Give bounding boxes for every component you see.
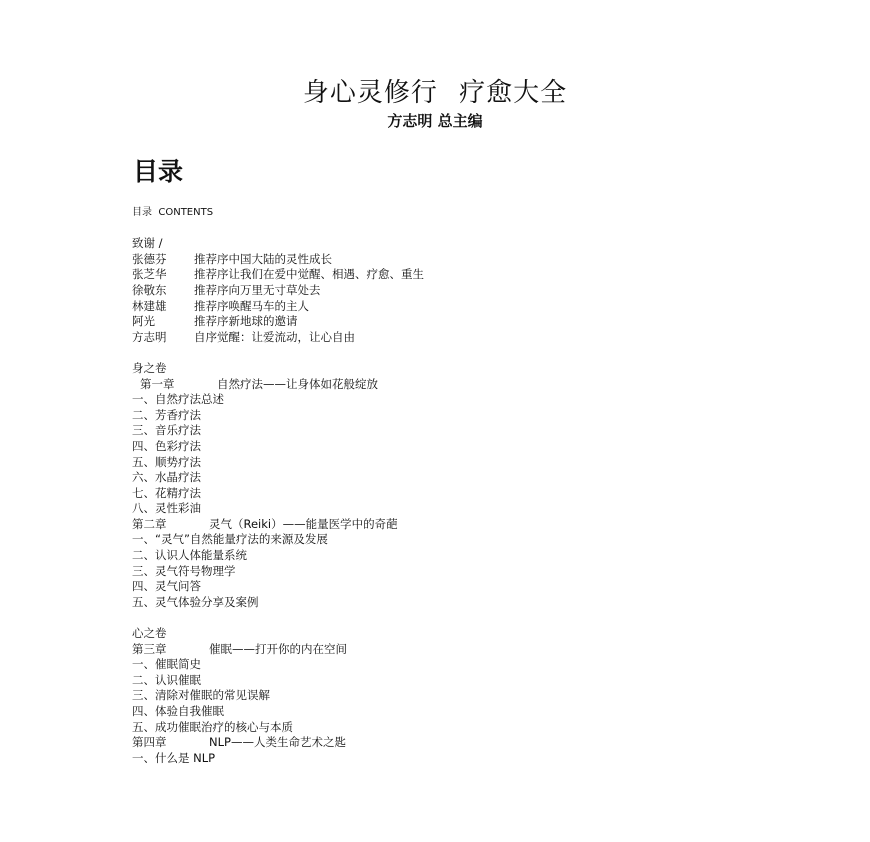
chapter-heading: 第一章 自然疗法——让身体如花般绽放 — [140, 376, 378, 391]
list-item: 五、灵气体验分享及案例 — [132, 594, 259, 609]
chapter-heading: 第三章 催眠——打开你的内在空间 — [132, 641, 347, 656]
list-item: 八、灵性彩油 — [132, 501, 201, 516]
list-item: 二、认识人体能量系统 — [132, 548, 247, 563]
table-of-contents — [132, 205, 772, 766]
front-entry: 张芝华 推荐序让我们在爱中觉醒、相遇、疗愈、重生 — [132, 267, 424, 282]
list-item: 三、清除对催眠的常见误解 — [132, 688, 270, 703]
list-item: 三、音乐疗法 — [132, 423, 201, 438]
list-item: 一、催眠简史 — [132, 657, 201, 672]
list-item: 二、认识催眠 — [132, 672, 201, 687]
chapter-heading: 第二章 灵气（Reiki）——能量医学中的奇葩 — [132, 516, 398, 531]
acknowledgement-label: 致谢 / — [132, 236, 163, 251]
list-item: 五、顺势疗法 — [132, 454, 201, 469]
list-item: 一、“灵气”自然能量疗法的来源及发展 — [132, 532, 328, 547]
list-item: 七、花精疗法 — [132, 485, 201, 500]
volume-label: 身之卷 — [132, 360, 167, 375]
list-item: 一、自然疗法总述 — [132, 392, 224, 407]
list-item: 五、成功催眠治疗的核心与本质 — [132, 719, 293, 734]
volume-label: 心之卷 — [132, 626, 167, 641]
front-entry: 徐敬东 推荐序向万里无寸草处去 — [132, 282, 321, 297]
list-item: 三、灵气符号物理学 — [132, 563, 236, 578]
list-item: 一、什么是 NLP — [132, 750, 216, 765]
front-entry: 林建雄 推荐序唤醒马车的主人 — [132, 298, 309, 313]
front-entry: 方志明 自序觉醒：让爱流动，让心自由 — [132, 329, 355, 344]
list-item: 二、芳香疗法 — [132, 407, 201, 422]
list-item: 六、水晶疗法 — [132, 470, 201, 485]
book-title: 身心灵修行 疗愈大全 — [302, 78, 568, 108]
toc-heading: 目录 — [133, 157, 184, 186]
contents-line: 目录 CONTENTS — [132, 207, 214, 218]
editor-line: 方志明 总主编 — [387, 112, 483, 130]
list-item: 四、色彩疗法 — [132, 438, 201, 453]
list-item: 四、体验自我催眠 — [132, 704, 224, 718]
front-entry: 张德芬 推荐序中国大陆的灵性成长 — [132, 251, 332, 266]
front-entry: 阿光 推荐序新地球的邀请 — [132, 314, 298, 329]
chapter-heading: 第四章 NLP——人类生命艺术之匙 — [132, 735, 346, 750]
list-item: 四、灵气问答 — [132, 579, 201, 594]
